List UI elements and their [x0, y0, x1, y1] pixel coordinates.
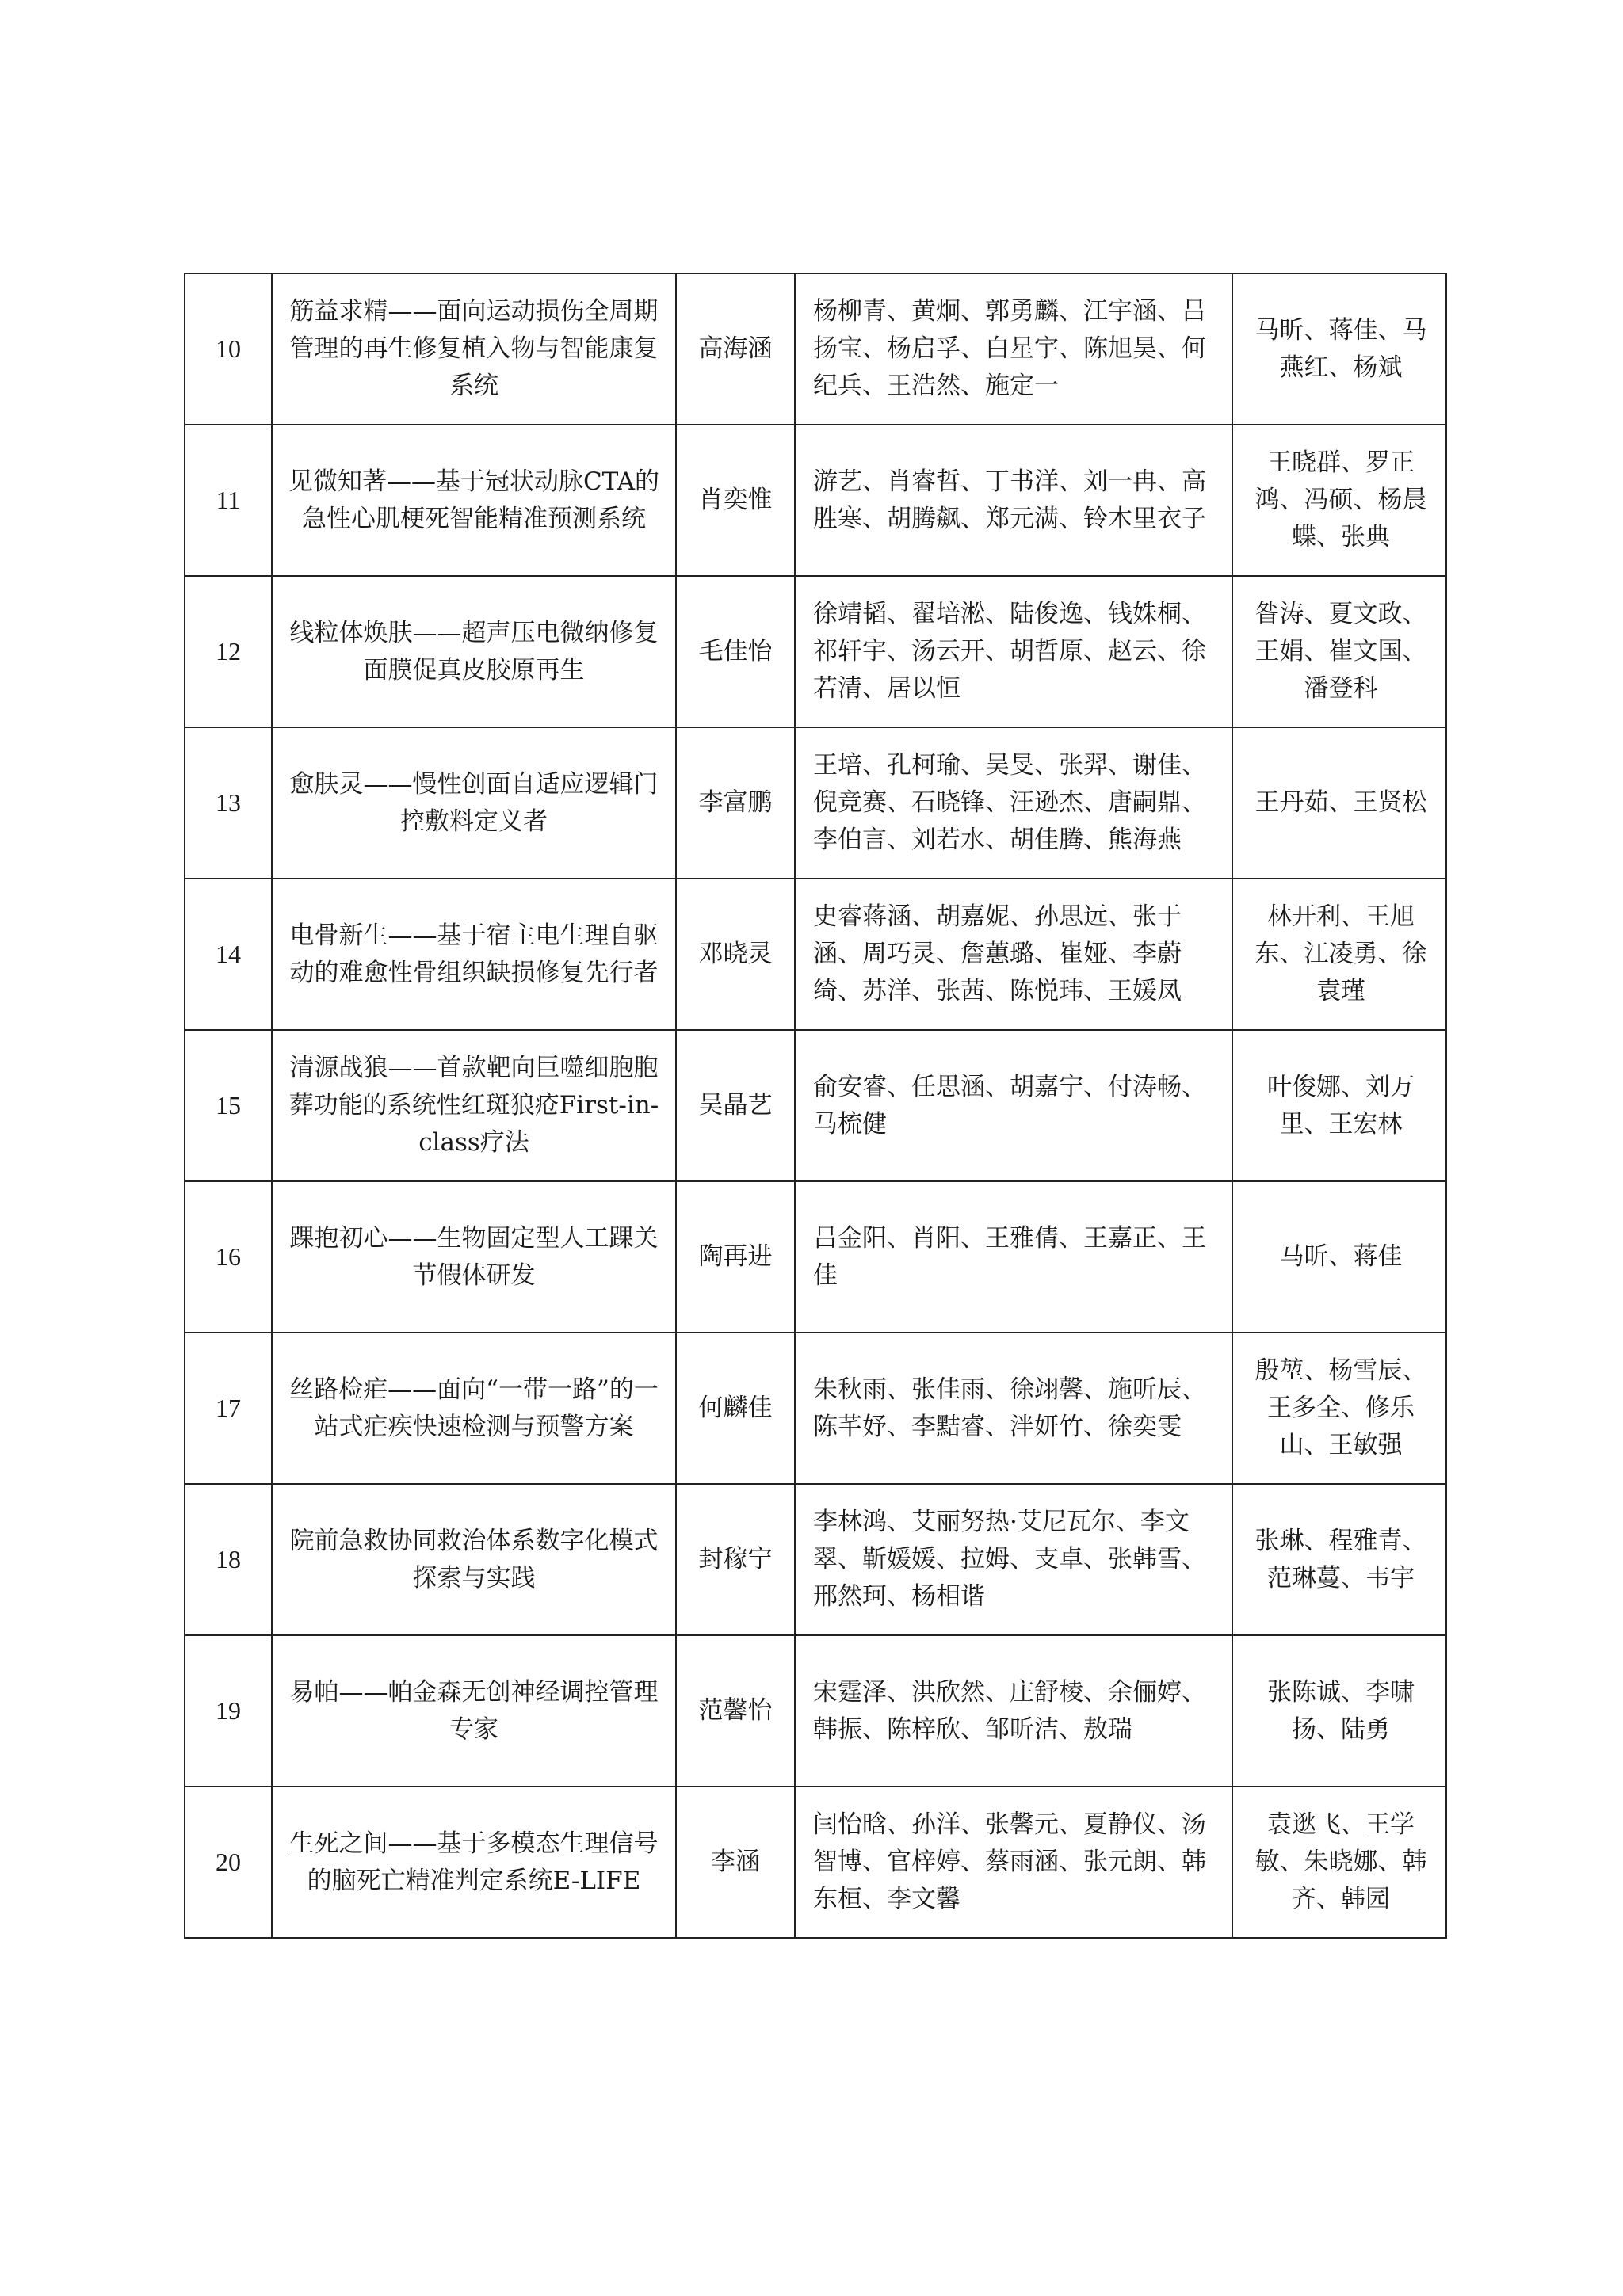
table-row [185, 1030, 1446, 1181]
advisors-cell: 林开利、王旭东、江凌勇、徐袁瑾 [1232, 879, 1446, 1030]
row-number-cell: 10 [185, 273, 272, 425]
leader-cell: 高海涵 [676, 273, 795, 425]
table-row [185, 727, 1446, 879]
project-name-cell: 线粒体焕肤——超声压电微纳修复面膜促真皮胶原再生 [272, 576, 676, 727]
leader-cell: 毛佳怡 [676, 576, 795, 727]
leader-cell: 范馨怡 [676, 1635, 795, 1787]
table-row [185, 1635, 1446, 1787]
advisors-cell: 叶俊娜、刘万里、王宏林 [1232, 1030, 1446, 1181]
project-name-cell: 愈肤灵——慢性创面自适应逻辑门控敷料定义者 [272, 727, 676, 879]
table-row [185, 273, 1446, 425]
members-cell: 史睿蒋涵、胡嘉妮、孙思远、张于涵、周巧灵、詹蕙璐、崔娅、李蔚绮、苏洋、张茜、陈悦玮、王媛凤 [795, 879, 1232, 1030]
row-number-cell: 13 [185, 727, 272, 879]
table-row [185, 1484, 1446, 1635]
advisors-cell: 殷堃、杨雪辰、王多全、修乐山、王敏强 [1232, 1333, 1446, 1484]
members-cell: 李林鸿、艾丽努热·艾尼瓦尔、李文翠、靳媛媛、拉姆、支卓、张韩雪、邢然珂、杨相谐 [795, 1484, 1232, 1635]
project-name-cell: 易帕——帕金森无创神经调控管理专家 [272, 1635, 676, 1787]
row-number-cell: 16 [185, 1181, 272, 1333]
table-row [185, 576, 1446, 727]
members-cell: 宋霆泽、洪欣然、庄舒棱、余俪婷、韩振、陈梓欣、邹昕洁、敖瑞 [795, 1635, 1232, 1787]
table-row [185, 1333, 1446, 1484]
project-name-cell: 丝路检疟——面向“一带一路”的一站式疟疾快速检测与预警方案 [272, 1333, 676, 1484]
row-number-cell: 19 [185, 1635, 272, 1787]
advisors-cell: 王丹茹、王贤松 [1232, 727, 1446, 879]
members-cell: 吕金阳、肖阳、王雅倩、王嘉正、王佳 [795, 1181, 1232, 1333]
leader-cell: 邓晓灵 [676, 879, 795, 1030]
advisors-cell: 袁逖飞、王学敏、朱晓娜、韩齐、韩园 [1232, 1787, 1446, 1938]
row-number-cell: 20 [185, 1787, 272, 1938]
members-cell: 杨柳青、黄炯、郭勇麟、江宇涵、吕扬宝、杨启孚、白星宇、陈旭昊、何纪兵、王浩然、施定一 [795, 273, 1232, 425]
members-cell: 朱秋雨、张佳雨、徐翊馨、施昕辰、陈芊妤、李黠睿、泮妍竹、徐奕雯 [795, 1333, 1232, 1484]
members-cell: 闫怡晗、孙洋、张馨元、夏静仪、汤智博、官梓婷、蔡雨涵、张元朗、韩东桓、李文馨 [795, 1787, 1232, 1938]
row-number-cell: 15 [185, 1030, 272, 1181]
table-row [185, 879, 1446, 1030]
members-cell: 王培、孔柯瑜、吴旻、张羿、谢佳、倪竞赛、石晓锋、汪逊杰、唐嗣鼎、李伯言、刘若水、胡佳腾、熊海燕 [795, 727, 1232, 879]
award-table [184, 273, 1447, 1939]
project-name-cell: 电骨新生——基于宿主电生理自驱动的难愈性骨组织缺损修复先行者 [272, 879, 676, 1030]
leader-cell: 肖奕惟 [676, 425, 795, 576]
advisors-cell: 昝涛、夏文政、王娟、崔文国、潘登科 [1232, 576, 1446, 727]
advisors-cell: 马昕、蒋佳、马燕红、杨斌 [1232, 273, 1446, 425]
table-row [185, 425, 1446, 576]
advisors-cell: 张琳、程雅青、范琳蔓、韦宇 [1232, 1484, 1446, 1635]
project-name-cell: 见微知著——基于冠状动脉CTA的急性心肌梗死智能精准预测系统 [272, 425, 676, 576]
members-cell: 徐靖韬、翟培淞、陆俊逸、钱姝桐、祁轩宇、汤云开、胡哲原、赵云、徐若清、居以恒 [795, 576, 1232, 727]
members-cell: 游艺、肖睿哲、丁书洋、刘一冉、高胜寒、胡腾飙、郑元满、铃木里衣子 [795, 425, 1232, 576]
project-name-cell: 筋益求精——面向运动损伤全周期管理的再生修复植入物与智能康复系统 [272, 273, 676, 425]
advisors-cell: 王晓群、罗正鸿、冯硕、杨晨蝶、张典 [1232, 425, 1446, 576]
leader-cell: 李涵 [676, 1787, 795, 1938]
project-name-cell: 清源战狼——首款靶向巨噬细胞胞葬功能的系统性红斑狼疮First-in-class疗法 [272, 1030, 676, 1181]
row-number-cell: 14 [185, 879, 272, 1030]
row-number-cell: 11 [185, 425, 272, 576]
row-number-cell: 18 [185, 1484, 272, 1635]
leader-cell: 何麟佳 [676, 1333, 795, 1484]
row-number-cell: 17 [185, 1333, 272, 1484]
table-row [185, 1787, 1446, 1938]
leader-cell: 李富鹏 [676, 727, 795, 879]
advisors-cell: 马昕、蒋佳 [1232, 1181, 1446, 1333]
row-number-cell: 12 [185, 576, 272, 727]
project-name-cell: 生死之间——基于多模态生理信号的脑死亡精准判定系统E-LIFE [272, 1787, 676, 1938]
advisors-cell: 张陈诚、李啸扬、陆勇 [1232, 1635, 1446, 1787]
table-row [185, 1181, 1446, 1333]
project-name-cell: 院前急救协同救治体系数字化模式探索与实践 [272, 1484, 676, 1635]
leader-cell: 陶再进 [676, 1181, 795, 1333]
project-name-cell: 踝抱初心——生物固定型人工踝关节假体研发 [272, 1181, 676, 1333]
leader-cell: 吴晶艺 [676, 1030, 795, 1181]
members-cell: 俞安睿、任思涵、胡嘉宁、付涛畅、马梳健 [795, 1030, 1232, 1181]
leader-cell: 封稼宁 [676, 1484, 795, 1635]
